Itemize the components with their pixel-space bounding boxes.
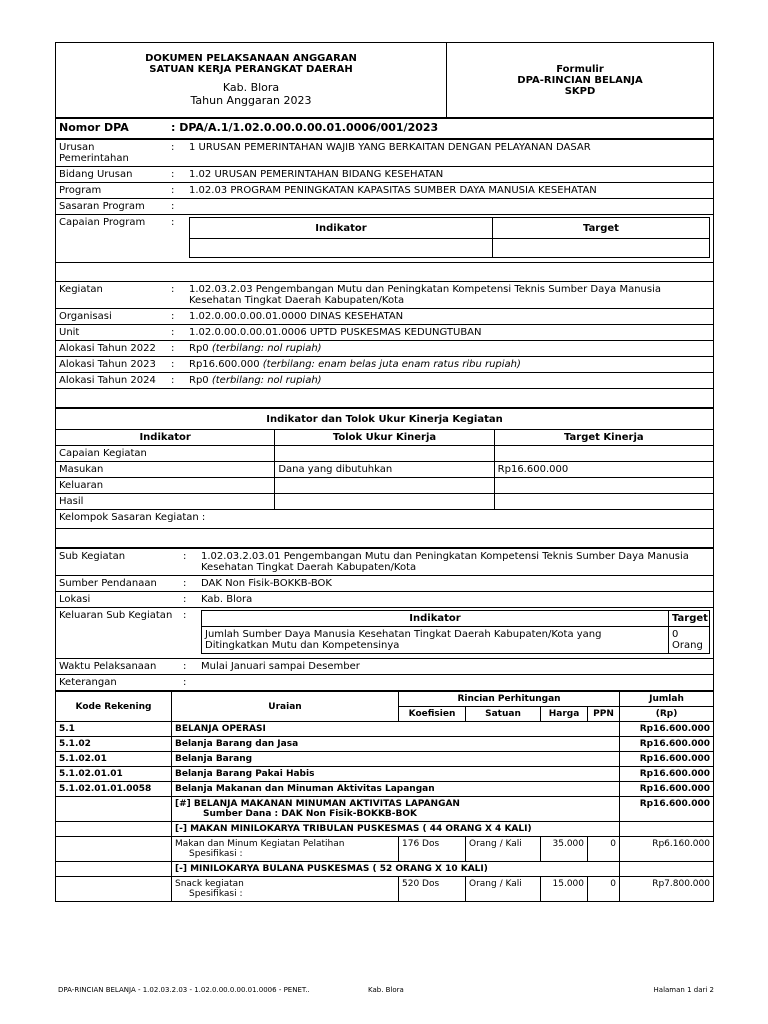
keluaran-cell bbox=[198, 608, 714, 659]
footer-left: DPA-RINCIAN BELANJA - 1.02.03.2.03 - 1.02.0.00.0.00.01.0006 - PENET.. bbox=[58, 986, 310, 994]
alokasi-2024-words: (terbilang: nol rupiah) bbox=[211, 375, 322, 386]
header-right bbox=[447, 43, 714, 118]
organisasi-label: Organisasi bbox=[56, 309, 169, 325]
colon: : bbox=[168, 282, 186, 309]
sumber-value: DAK Non Fisik-BOKKB-BOK bbox=[198, 576, 714, 592]
alokasi-2023-label: Alokasi Tahun 2023 bbox=[56, 357, 169, 373]
account-uraian: Belanja Barang bbox=[172, 752, 620, 767]
dpa-document bbox=[55, 42, 714, 902]
colon: : bbox=[168, 357, 186, 373]
alokasi-2024-label: Alokasi Tahun 2024 bbox=[56, 373, 169, 389]
sub2-kode bbox=[56, 862, 172, 877]
capaian-cell bbox=[186, 215, 714, 263]
program-value: 1.02.03 PROGRAM PENINGKATAN KAPASITAS SUMBER DAYA MANUSIA KESEHATAN bbox=[186, 183, 714, 199]
spacer-row bbox=[56, 389, 714, 408]
spacer-row bbox=[56, 263, 714, 282]
item2-kode bbox=[56, 877, 172, 902]
group-title: [#] BELANJA MAKANAN MINUMAN AKTIVITAS LAPANGAN bbox=[175, 799, 460, 809]
item1-harga: 35.000 bbox=[541, 837, 588, 862]
capaian-empty bbox=[493, 239, 710, 258]
capaian-table bbox=[189, 217, 710, 258]
account-jumlah: Rp16.600.000 bbox=[620, 767, 714, 782]
item1-ppn: 0 bbox=[588, 837, 620, 862]
kinerja-row-tolok bbox=[275, 446, 494, 462]
rincian-table bbox=[55, 691, 714, 902]
colon: : bbox=[180, 576, 198, 592]
bidang-label: Bidang Urusan bbox=[56, 167, 169, 183]
year: Tahun Anggaran 2023 bbox=[190, 94, 312, 107]
sumber-label: Sumber Pendanaan bbox=[56, 576, 181, 592]
kinerja-row-tolok bbox=[275, 478, 494, 494]
sub2-jumlah bbox=[620, 862, 714, 877]
kegiatan-label: Kegiatan bbox=[56, 282, 169, 309]
kinerja-row-indikator: Keluaran bbox=[56, 478, 275, 494]
keluaran-col-indikator: Indikator bbox=[202, 611, 669, 627]
alokasi-2023-value bbox=[186, 357, 714, 373]
group-kode bbox=[56, 797, 172, 822]
colon: : bbox=[168, 341, 186, 357]
account-jumlah: Rp16.600.000 bbox=[620, 722, 714, 737]
lokasi-value: Kab. Blora bbox=[198, 592, 714, 608]
account-jumlah: Rp16.600.000 bbox=[620, 782, 714, 797]
info-table bbox=[55, 139, 714, 408]
colon: : bbox=[168, 325, 186, 341]
alokasi-2022-label: Alokasi Tahun 2022 bbox=[56, 341, 169, 357]
nomor-dpa-table bbox=[55, 118, 714, 139]
kinerja-row-target: Rp16.600.000 bbox=[494, 462, 713, 478]
kinerja-row-tolok: Dana yang dibutuhkan bbox=[275, 462, 494, 478]
account-kode: 5.1.02.01 bbox=[56, 752, 172, 767]
title-line1: DOKUMEN PELAKSANAAN ANGGARAN bbox=[145, 53, 357, 64]
rincian-col-harga: Harga bbox=[541, 707, 588, 722]
item2-jumlah: Rp7.800.000 bbox=[620, 877, 714, 902]
sub1-title: [-] MAKAN MINILOKARYA TRIBULAN PUSKESMAS ( 44 ORANG X 4 KALI) bbox=[172, 822, 620, 837]
item2-name: Snack kegiatan bbox=[175, 879, 244, 889]
unit-label: Unit bbox=[56, 325, 169, 341]
alokasi-2022-words: (terbilang: nol rupiah) bbox=[211, 343, 322, 354]
header-table bbox=[55, 42, 714, 118]
form-line2: DPA-RINCIAN BELANJA bbox=[517, 74, 643, 86]
bidang-value: 1.02 URUSAN PEMERINTAHAN BIDANG KESEHATAN bbox=[186, 167, 714, 183]
sub-kegiatan-value: 1.02.03.2.03.01 Pengembangan Mutu dan Peningkatan Kompetensi Teknis Sumber Daya Manusia Kesehatan Tingkat Daerah Kabupaten/Kota bbox=[198, 549, 714, 576]
alokasi-2024-amount: Rp0 bbox=[189, 375, 209, 386]
kinerja-row-target bbox=[494, 494, 713, 510]
account-kode: 5.1.02.01.01.0058 bbox=[56, 782, 172, 797]
alokasi-2022-value bbox=[186, 341, 714, 357]
kinerja-col-target: Target Kinerja bbox=[494, 430, 713, 446]
group-sumber: Sumber Dana : DAK Non Fisik-BOKKB-BOK bbox=[203, 809, 418, 819]
form-line3: SKPD bbox=[564, 85, 596, 97]
capaian-col-indikator: Indikator bbox=[190, 218, 493, 239]
item1-spek: Spesifikasi : bbox=[189, 849, 243, 859]
account-jumlah: Rp16.600.000 bbox=[620, 737, 714, 752]
waktu-label: Waktu Pelaksanaan bbox=[56, 659, 181, 675]
account-uraian: Belanja Makanan dan Minuman Aktivitas Lapangan bbox=[172, 782, 620, 797]
account-uraian: Belanja Barang dan Jasa bbox=[172, 737, 620, 752]
alokasi-2023-amount: Rp16.600.000 bbox=[189, 359, 260, 370]
urusan-value: 1 URUSAN PEMERINTAHAN WAJIB YANG BERKAITAN DENGAN PELAYANAN DASAR bbox=[186, 140, 714, 167]
kinerja-row-target bbox=[494, 478, 713, 494]
rincian-col-kode: Kode Rekening bbox=[56, 692, 172, 722]
item1-koef: 176 Dos bbox=[399, 837, 466, 862]
colon: : bbox=[180, 592, 198, 608]
alokasi-2023-words: (terbilang: enam belas juta enam ratus ribu rupiah) bbox=[262, 359, 521, 370]
colon: : bbox=[168, 183, 186, 199]
kinerja-title: Indikator dan Tolok Ukur Kinerja Kegiatan bbox=[56, 409, 714, 430]
keterangan-label: Keterangan bbox=[56, 675, 181, 691]
rincian-col-ppn: PPN bbox=[588, 707, 620, 722]
spacer-row bbox=[56, 529, 714, 548]
sub1-jumlah bbox=[620, 822, 714, 837]
unit-value: 1.02.0.00.0.00.01.0006 UPTD PUSKESMAS KEDUNGTUBAN bbox=[186, 325, 714, 341]
colon: : bbox=[168, 140, 186, 167]
keluaran-col-target: Target bbox=[669, 611, 710, 627]
sasaran-value bbox=[186, 199, 714, 215]
region: Kab. Blora bbox=[222, 81, 280, 94]
group-cell bbox=[172, 797, 620, 822]
kinerja-col-tolok: Tolok Ukur Kinerja bbox=[275, 430, 494, 446]
sasaran-label: Sasaran Program bbox=[56, 199, 169, 215]
colon: : bbox=[168, 373, 186, 389]
keluaran-label: Keluaran Sub Kegiatan bbox=[56, 608, 181, 659]
rincian-col-koefisien: Koefisien bbox=[399, 707, 466, 722]
program-label: Program bbox=[56, 183, 169, 199]
item2-uraian bbox=[172, 877, 399, 902]
kinerja-col-indikator: Indikator bbox=[56, 430, 275, 446]
kinerja-row-indikator: Hasil bbox=[56, 494, 275, 510]
account-jumlah: Rp16.600.000 bbox=[620, 752, 714, 767]
colon: : bbox=[180, 659, 198, 675]
account-kode: 5.1 bbox=[56, 722, 172, 737]
alokasi-2024-value bbox=[186, 373, 714, 389]
kelompok-sasaran: Kelompok Sasaran Kegiatan : bbox=[56, 510, 714, 529]
sub-kegiatan-label: Sub Kegiatan bbox=[56, 549, 181, 576]
nomor-dpa-value: : DPA/A.1/1.02.0.00.0.00.01.0006/001/2023 bbox=[168, 119, 714, 139]
colon: : bbox=[168, 199, 186, 215]
keluaran-target: 0 Orang bbox=[669, 627, 710, 654]
item1-uraian bbox=[172, 837, 399, 862]
sub1-kode bbox=[56, 822, 172, 837]
alokasi-2022-amount: Rp0 bbox=[189, 343, 209, 354]
rincian-col-uraian: Uraian bbox=[172, 692, 399, 722]
capaian-label: Capaian Program bbox=[56, 215, 169, 263]
item2-satuan: Orang / Kali bbox=[466, 877, 541, 902]
kinerja-row-target bbox=[494, 446, 713, 462]
footer-center: Kab. Blora bbox=[368, 986, 404, 994]
header-left bbox=[56, 43, 447, 118]
capaian-col-target: Target bbox=[493, 218, 710, 239]
rincian-col-rp: (Rp) bbox=[620, 707, 714, 722]
account-kode: 5.1.02.01.01 bbox=[56, 767, 172, 782]
urusan-label: Urusan Pemerintahan bbox=[56, 140, 169, 167]
keterangan-value bbox=[198, 675, 714, 691]
account-kode: 5.1.02 bbox=[56, 737, 172, 752]
colon: : bbox=[180, 675, 198, 691]
colon: : bbox=[168, 309, 186, 325]
keluaran-table bbox=[201, 610, 710, 654]
colon: : bbox=[168, 215, 186, 263]
footer-page-number: Halaman 1 dari 2 bbox=[653, 986, 714, 994]
rincian-col-perhitungan: Rincian Perhitungan bbox=[399, 692, 620, 707]
rincian-col-satuan: Satuan bbox=[466, 707, 541, 722]
kinerja-table bbox=[55, 408, 714, 548]
account-uraian: Belanja Barang Pakai Habis bbox=[172, 767, 620, 782]
kinerja-row-tolok bbox=[275, 494, 494, 510]
capaian-empty bbox=[190, 239, 493, 258]
sub-kegiatan-table bbox=[55, 548, 714, 691]
account-uraian: BELANJA OPERASI bbox=[172, 722, 620, 737]
item2-koef: 520 Dos bbox=[399, 877, 466, 902]
nomor-dpa-label: Nomor DPA bbox=[56, 119, 169, 139]
waktu-value: Mulai Januari sampai Desember bbox=[198, 659, 714, 675]
colon: : bbox=[180, 608, 198, 659]
sub2-title: [-] MINILOKARYA BULANA PUSKESMAS ( 52 ORANG X 10 KALI) bbox=[172, 862, 620, 877]
item2-ppn: 0 bbox=[588, 877, 620, 902]
lokasi-label: Lokasi bbox=[56, 592, 181, 608]
colon: : bbox=[168, 167, 186, 183]
title-line2: SATUAN KERJA PERANGKAT DAERAH bbox=[149, 64, 353, 75]
form-line1: Formulir bbox=[556, 63, 604, 75]
rincian-col-jumlah: Jumlah bbox=[620, 692, 714, 707]
keluaran-indikator: Jumlah Sumber Daya Manusia Kesehatan Tingkat Daerah Kabupaten/Kota yang Ditingkatkan Mutu dan Kompetensinya bbox=[202, 627, 669, 654]
item2-spek: Spesifikasi : bbox=[189, 889, 243, 899]
organisasi-value: 1.02.0.00.0.00.01.0000 DINAS KESEHATAN bbox=[186, 309, 714, 325]
item1-kode bbox=[56, 837, 172, 862]
colon: : bbox=[180, 549, 198, 576]
kegiatan-value: 1.02.03.2.03 Pengembangan Mutu dan Peningkatan Kompetensi Teknis Sumber Daya Manusia Kesehatan Tingkat Daerah Kabupaten/Kota bbox=[186, 282, 714, 309]
kinerja-row-indikator: Capaian Kegiatan bbox=[56, 446, 275, 462]
item1-name: Makan dan Minum Kegiatan Pelatihan bbox=[175, 839, 345, 849]
group-jumlah: Rp16.600.000 bbox=[620, 797, 714, 822]
item2-harga: 15.000 bbox=[541, 877, 588, 902]
item1-satuan: Orang / Kali bbox=[466, 837, 541, 862]
kinerja-row-indikator: Masukan bbox=[56, 462, 275, 478]
item1-jumlah: Rp6.160.000 bbox=[620, 837, 714, 862]
